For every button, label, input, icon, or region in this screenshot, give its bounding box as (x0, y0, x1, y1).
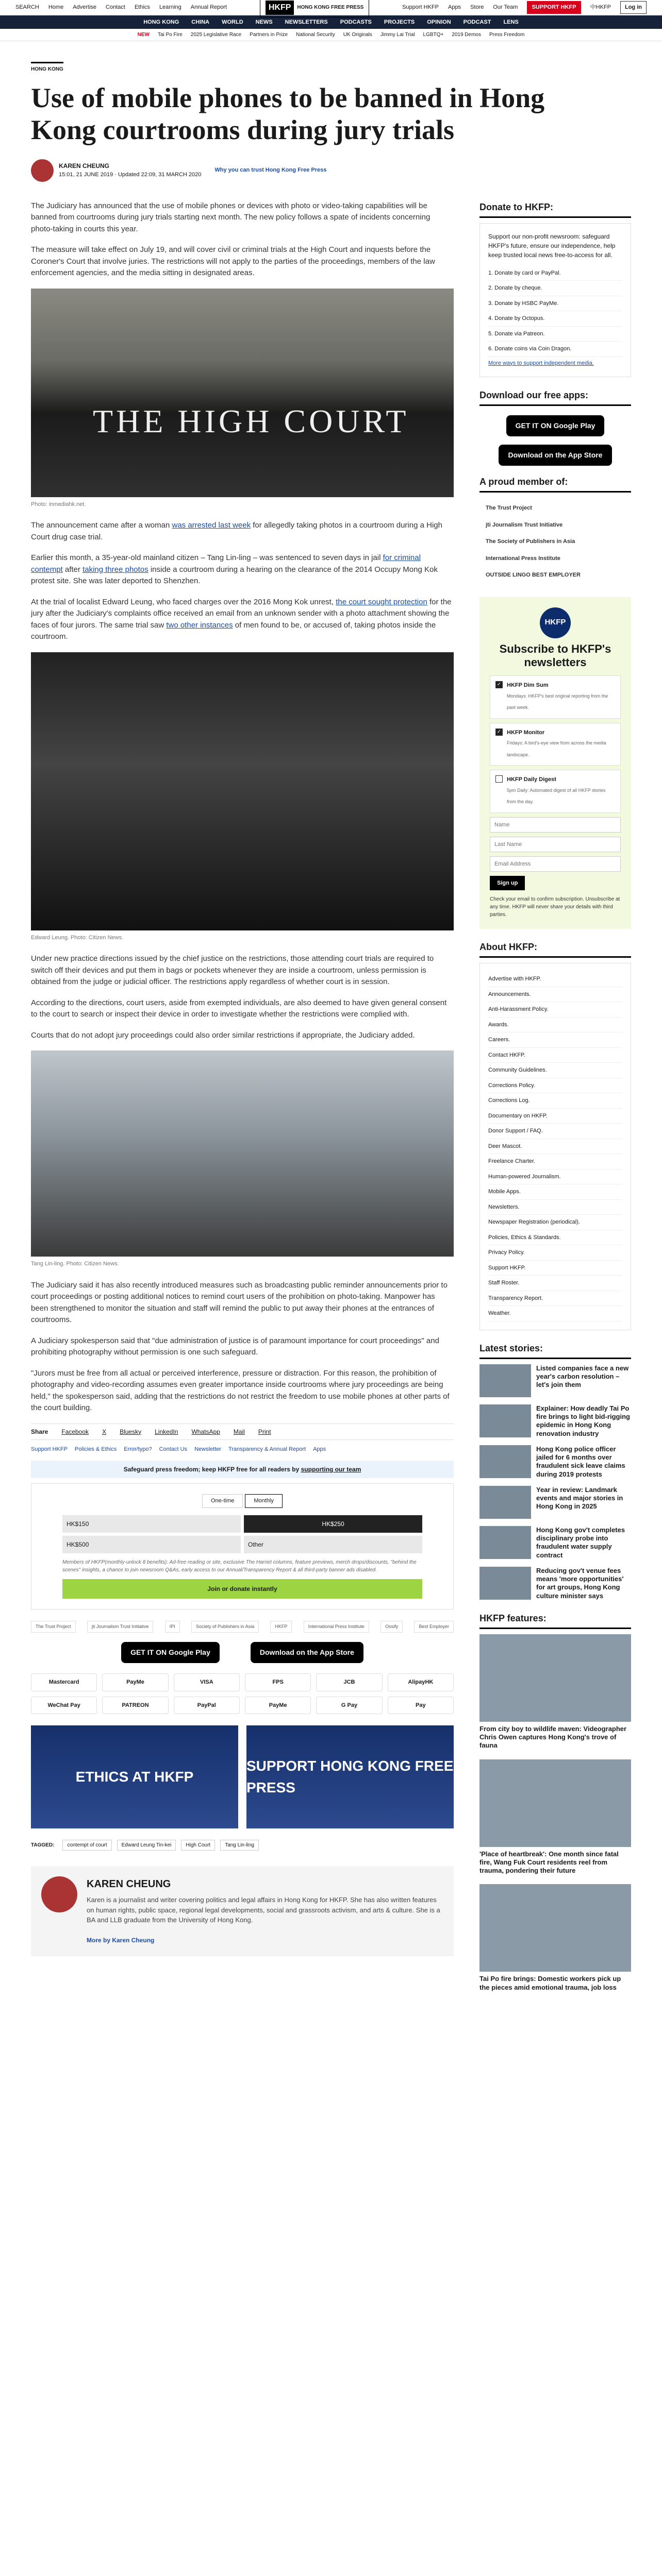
story-thumbnail (479, 1404, 531, 1437)
google-play-badge[interactable]: GET IT ON Google Play (506, 415, 605, 436)
latest-title: Latest stories: (479, 1342, 631, 1359)
paragraph: According to the directions, court users, aside from exempted individuals, are also deemed to have given general consent to the court to search or inspect their device in order to investigate whether the restrictions were complied with. (31, 998, 447, 1019)
story-headline[interactable]: Hong Kong gov't completes disciplinary probe into fraudulent water supply contract (536, 1526, 625, 1559)
partner-logo: Society of Publishers in Asia (191, 1621, 259, 1633)
payment-methods (31, 1673, 454, 1714)
inline-link[interactable]: for criminal contempt (31, 553, 421, 574)
paragraph: The Judiciary said it has also recently introduced measures such as broadcasting public reminder announcements prior to court proceedings or posting additional notices to remind court users of the prohibition on photo-taking. Manpower has been strengthened to monitor the situation and staff will remind the public to put away their phones at the entrances of courtrooms. (31, 1280, 448, 1325)
newsletter-option[interactable]: ✓ HKFP Dim Sum Mondays: HKFP's best original reporting from the past week. (490, 675, 621, 719)
feature-stories (479, 1634, 631, 1992)
login-button[interactable]: Log in (620, 1, 647, 14)
donate-method[interactable]: 6. Donate coins via Coin Dragon. (488, 342, 622, 357)
learning-link[interactable]: Learning (159, 4, 181, 11)
freq-monthly[interactable]: Monthly (245, 1494, 283, 1508)
nav-podcasts[interactable]: PODCASTS (340, 19, 372, 25)
partner-logo: Best Employer (414, 1621, 454, 1633)
advertise-link[interactable]: Advertise (73, 4, 97, 11)
about-link[interactable]: Privacy Policy. (488, 1245, 622, 1261)
publish-date: 15:01, 21 JUNE 2019 · Updated 22:09, 31 MARCH 2020 (59, 172, 202, 178)
more-by-author-link[interactable]: More by Karen Cheung (87, 1936, 155, 1944)
inline-link[interactable]: was arrested last week (172, 521, 251, 530)
top-bar (0, 0, 662, 15)
policy-link[interactable]: Apps (313, 1446, 326, 1452)
donate-methods (488, 266, 622, 357)
tag-chip[interactable]: Tang Lin-ling (220, 1840, 259, 1851)
google-play-badge[interactable]: GET IT ON Google Play (121, 1642, 220, 1663)
about-link[interactable]: Weather. (488, 1306, 622, 1321)
member-logo[interactable]: jti Journalism Trust Initiative (486, 521, 563, 528)
inline-link[interactable]: the court sought protection (336, 597, 427, 606)
about-link[interactable]: Documentary on HKFP. (488, 1109, 622, 1124)
checkbox-checked-icon[interactable]: ✓ (495, 728, 503, 736)
paragraph: The measure will take effect on July 19, and will cover civil or criminal trials at the High Court and inquests before the Coroner's Court that involve juries. The restrictions will not apply to the parties of the proceedings, members of the law enforcement agencies, and the media sitting in designated areas. (31, 245, 435, 278)
byline-meta (59, 161, 201, 179)
story-thumbnail (479, 1486, 531, 1519)
payment-logo: AlipayHK (388, 1673, 454, 1691)
payment-logo: JCB (316, 1673, 382, 1691)
story-headline[interactable]: Reducing gov't venue fees means 'more opportunities' for art groups, Hong Kong culture minister says (536, 1566, 624, 1600)
payment-logo: FPS (245, 1673, 311, 1691)
subnav-item[interactable]: UK Originals (343, 32, 372, 38)
about-link[interactable]: Careers. (488, 1032, 622, 1048)
sidebar (479, 200, 631, 2001)
member-logo[interactable]: The Trust Project (486, 505, 532, 512)
member-logos (479, 498, 631, 586)
hkfp-logo[interactable] (260, 0, 369, 18)
tang-lin-ling-photo (31, 1050, 454, 1257)
search-link[interactable]: SEARCH (15, 4, 39, 11)
policy-links (31, 1445, 454, 1454)
trust-link[interactable]: Why you can trust Hong Kong Free Press (214, 167, 327, 174)
subnav-item[interactable]: Tai Po Fire (157, 32, 183, 38)
about-link[interactable]: Freelance Charter. (488, 1154, 622, 1170)
tag-chip[interactable]: contempt of court (62, 1840, 111, 1851)
byline (31, 159, 631, 182)
nav-hong-kong[interactable]: HONG KONG (143, 19, 179, 25)
about-link[interactable]: Community Guidelines. (488, 1063, 622, 1078)
subnav-item[interactable]: LGBTQ+ (423, 32, 444, 38)
share-x[interactable]: X (102, 1428, 107, 1435)
tag-chip[interactable]: High Court (181, 1840, 215, 1851)
features-title: HKFP features: (479, 1612, 631, 1629)
payment-logo: PayMe (102, 1673, 168, 1691)
about-link[interactable]: Support HKFP. (488, 1261, 622, 1276)
story-headline[interactable]: Explainer: How deadly Tai Po fire brings to light bid-rigging epidemic in Hong Kong renovation industry (536, 1404, 630, 1437)
app-store-badge[interactable]: Download on the App Store (251, 1642, 363, 1663)
latest-story[interactable] (479, 1526, 631, 1560)
sidebar-app-badges (479, 415, 631, 466)
sign-up-button[interactable]: Sign up (490, 876, 525, 891)
feature-headline[interactable]: From city boy to wildlife maven: Videographer Chris Owen captures Hong Kong's trove of fauna (479, 1724, 627, 1750)
share-bar (31, 1423, 454, 1440)
donate-box (31, 1483, 454, 1609)
feature-story[interactable] (479, 1634, 631, 1750)
donate-title: Donate to HKFP: (479, 200, 631, 218)
top-links (15, 3, 227, 12)
edward-leung-photo (31, 652, 454, 930)
about-link[interactable]: Contact HKFP. (488, 1048, 622, 1063)
about-link[interactable]: Corrections Policy. (488, 1078, 622, 1094)
store-link[interactable]: Store (470, 4, 484, 11)
article-body (31, 200, 454, 2001)
donate-sidebar-box (479, 223, 631, 378)
amount-option[interactable]: HK$500 (62, 1536, 241, 1553)
donate-method[interactable]: 4. Donate by Octopus. (488, 311, 622, 327)
frequency-toggle (62, 1494, 422, 1508)
latest-stories (479, 1364, 631, 1600)
main-nav (0, 15, 662, 29)
story-thumbnail (479, 1364, 531, 1397)
share-label: Share (31, 1428, 48, 1435)
partner-logo: International Press Institute (304, 1621, 369, 1633)
about-link[interactable]: Donor Support / FAQ. (488, 1124, 622, 1139)
paragraph: At the trial of localist Edward Leung, who faced charges over the 2016 Mong Kok unrest, the court sought protection for the jury after the Judiciary's complaints office received an email from an unknown sender with a photo attachment showing the faces of four jurors. The same trial saw two other instances of men found to be, or accused of, taking photos inside the courtroom. (31, 597, 452, 641)
story-headline[interactable]: Hong Kong police officer jailed for 6 months over fraudulent sick leave claims during 2019 protests (536, 1445, 625, 1478)
paragraph: A Judiciary spokesperson said that "due administration of justice is of paramount importance for court proceedings" and prohibiting photography without permission is one such safeguard. (31, 1336, 439, 1357)
share-facebook[interactable]: Facebook (61, 1428, 89, 1435)
payment-logo: Mastercard (31, 1673, 97, 1691)
chinese-hkfp-link[interactable]: 中HKFP (590, 4, 611, 11)
policy-link[interactable]: Policies & Ethics (74, 1446, 117, 1452)
category-tag[interactable]: HONG KONG (31, 62, 63, 73)
nav-world[interactable]: WORLD (222, 19, 243, 25)
latest-story[interactable] (479, 1364, 631, 1397)
payment-logo: G Pay (316, 1697, 382, 1715)
share-linkedin[interactable]: LinkedIn (155, 1428, 178, 1435)
logo-sub: HONG KONG FREE PRESS (297, 5, 364, 10)
payment-logo: PayMe (245, 1697, 311, 1715)
share-whatsapp[interactable]: WhatsApp (191, 1428, 220, 1435)
story-thumbnail (479, 1445, 531, 1478)
paragraph: Under new practice directions issued by the chief justice on the restrictions, those attending court trials are required to switch off their devices and put them in bags or pockets whenever they are inside a courtroom, unless permission is obtained from the judge or judicial officer. The restrictions apply regardless of whether court is in session. (31, 954, 434, 987)
partner-logo: Ossify (380, 1621, 403, 1633)
ethics-link[interactable]: Ethics (134, 4, 150, 11)
payment-logo: PayPal (174, 1697, 240, 1715)
story-thumbnail (479, 1526, 531, 1559)
policy-link[interactable]: Support HKFP (31, 1446, 68, 1452)
photo-caption: Photo: inmediahk.net. (31, 501, 86, 507)
feature-thumbnail (479, 1759, 631, 1847)
payment-logo: WeChat Pay (31, 1697, 97, 1715)
amount-options (62, 1515, 422, 1553)
about-link[interactable]: Deer Mascot. (488, 1139, 622, 1155)
about-link[interactable]: Advertise with HKFP. (488, 972, 622, 987)
about-link[interactable]: Announcements. (488, 987, 622, 1003)
tag-list (31, 1840, 454, 1851)
hkfp-round-logo: HKFP (540, 607, 571, 638)
about-link[interactable]: Newspaper Registration (periodical). (488, 1215, 622, 1230)
feature-thumbnail (479, 1634, 631, 1722)
feature-story[interactable] (479, 1884, 631, 1992)
email-input[interactable] (490, 856, 621, 872)
nav-projects[interactable]: PROJECTS (384, 19, 415, 25)
policy-link[interactable]: Error/typo? (124, 1446, 152, 1452)
paragraph: The Judiciary has announced that the use of mobile phones or devices with photo or video-taking capabilities will be banned from courtrooms during jury trials starting next month. The new policy follows a spate of incidents concerning photo-taking in courts this year. (31, 201, 431, 233)
apps-link[interactable]: Apps (448, 4, 461, 11)
donate-note: Members of HKFP(monthly-unlock 8 benefits): Ad-free reading or site, exclusive The Harriet columns, feature previews, merch drops/discounts, "behind the scenes" insights, a chance to join newsroom Q&As, early access to our Annual/Transparency Report & all third-party banner ads disabled. (62, 1559, 417, 1573)
about-link[interactable]: Policies, Ethics & Standards. (488, 1230, 622, 1246)
member-logo[interactable]: OUTSIDE LINGO BEST EMPLOYER (486, 572, 581, 579)
nav-podcast[interactable]: PODCAST (463, 19, 491, 25)
support-promo[interactable]: SUPPORT HONG KONG FREE PRESS (246, 1725, 454, 1828)
newsletter-box (479, 597, 631, 929)
policy-link[interactable]: Newsletter (194, 1446, 222, 1452)
subscribe-fine-print: Check your email to confirm subscription. Unsubscribe at any time. HKFP will never share your details with third parties. (490, 896, 620, 918)
sub-nav (0, 29, 662, 41)
author-name[interactable]: KAREN CHEUNG (59, 162, 110, 170)
high-court-photo (31, 289, 454, 497)
nav-lens[interactable]: LENS (503, 19, 519, 25)
nav-news[interactable]: NEWS (255, 19, 273, 25)
ethics-promo[interactable]: ETHICS AT HKFP (31, 1725, 238, 1828)
share-bluesky[interactable]: Bluesky (120, 1428, 142, 1435)
author-box-avatar (41, 1876, 77, 1912)
feature-headline[interactable]: Tai Po fire brings: Domestic workers pick up the pieces amid emotional trauma, job loss (479, 1975, 621, 1991)
amount-other[interactable]: Other (244, 1536, 422, 1553)
about-link[interactable]: Staff Roster. (488, 1276, 622, 1291)
partner-logos (31, 1621, 454, 1633)
member-logo[interactable]: International Press Institute (486, 555, 560, 562)
home-link[interactable]: Home (48, 4, 64, 11)
page-wrap (0, 41, 662, 2001)
partner-logo: The Trust Project (31, 1621, 76, 1633)
about-link[interactable]: Newsletters. (488, 1200, 622, 1215)
inline-link[interactable]: taking three photos (82, 565, 148, 574)
nav-opinion[interactable]: OPINION (427, 19, 451, 25)
app-badges (31, 1642, 454, 1663)
article-title: Use of mobile phones to be banned in Hong Kong courtrooms during jury trials (31, 82, 545, 145)
more-ways-link[interactable]: More ways to support independent media. (488, 360, 594, 366)
freq-one-time[interactable]: One-time (202, 1494, 243, 1508)
about-link[interactable]: Human-powered Journalism. (488, 1170, 622, 1185)
first-name-input[interactable] (490, 817, 621, 833)
partner-logo: HKFP (270, 1621, 292, 1633)
payment-logo: Pay (388, 1697, 454, 1715)
member-title: A proud member of: (479, 475, 631, 493)
author-box-text (87, 1876, 443, 1946)
photo-sign: THE HIGH COURT (93, 402, 409, 439)
content-columns (31, 200, 631, 2001)
donate-method[interactable]: 5. Donate via Patreon. (488, 327, 622, 342)
subnav-item[interactable]: Jimmy Lai Trial (380, 32, 415, 38)
partner-logo: jti Journalism Trust Initiative (87, 1621, 154, 1633)
newsletter-title: Subscribe to HKFP's newsletters (499, 642, 611, 669)
support-team-link[interactable]: supporting our team (301, 1466, 361, 1473)
paragraph: Courts that do not adopt jury proceedings could also order similar restrictions if appropriate, the Judiciary added. (31, 1030, 415, 1040)
about-link[interactable]: Awards. (488, 1018, 622, 1033)
apps-title: Download our free apps: (479, 388, 631, 406)
app-store-badge[interactable]: Download on the App Store (499, 445, 611, 466)
feature-headline[interactable]: 'Place of heartbreak': One month since fatal fire, Wang Fuk Court residents reel from trauma, pondering their future (479, 1850, 619, 1875)
paragraph: The announcement came after a woman was arrested last week for allegedly taking photos in a courtroom during a High Court drug case trial. (31, 521, 442, 541)
story-headline[interactable]: Year in review: Landmark events and major stories in Hong Kong in 2025 (536, 1485, 623, 1511)
policy-link[interactable]: Contact Us (159, 1446, 188, 1452)
latest-story[interactable] (479, 1404, 631, 1438)
support-link[interactable]: Support HKFP (402, 4, 439, 11)
contact-link[interactable]: Contact (106, 4, 125, 11)
about-link[interactable]: Anti-Harassment Policy. (488, 1002, 622, 1018)
about-list (488, 972, 622, 1321)
about-title: About HKFP: (479, 940, 631, 958)
subnav-item[interactable]: National Security (296, 32, 335, 38)
donate-method[interactable]: 1. Donate by card or PayPal. (488, 266, 622, 281)
subnav-item[interactable]: 2019 Demos (452, 32, 481, 38)
feature-story[interactable] (479, 1759, 631, 1875)
about-link[interactable]: Corrections Log. (488, 1093, 622, 1109)
amount-option[interactable]: HK$150 (62, 1515, 241, 1533)
nav-newsletters[interactable]: NEWSLETTERS (285, 19, 328, 25)
checkbox-checked-icon[interactable]: ✓ (495, 681, 503, 688)
support-bar: Safeguard press freedom; keep HKFP free for all readers by supporting our team (31, 1461, 454, 1478)
partner-logo: IPI (165, 1621, 180, 1633)
latest-story[interactable] (479, 1445, 631, 1479)
story-thumbnail (479, 1567, 531, 1600)
donate-method[interactable]: 2. Donate by cheque. (488, 281, 622, 296)
nav-china[interactable]: CHINA (191, 19, 210, 25)
subnav-item[interactable]: Press Freedom (489, 32, 525, 38)
support-hkfp-button[interactable]: SUPPORT HKFP (527, 1, 581, 14)
paragraph: Earlier this month, a 35-year-old mainland citizen – Tang Lin-ling – was sentenced to seven days in jail for criminal contempt after taking three photos inside a courtroom during a hearing on the clearance of the 2014 Occupy Mong Kok protest site. She was later deported to Shenzhen. (31, 553, 438, 586)
logo-main: HKFP (266, 1, 294, 15)
donate-method[interactable]: 3. Donate by HSBC PayMe. (488, 296, 622, 312)
share-mail[interactable]: Mail (233, 1428, 245, 1435)
latest-story[interactable] (479, 1567, 631, 1600)
tag-chip[interactable]: Edward Leung Tin-kei (117, 1840, 176, 1851)
about-link[interactable]: Transparency Report. (488, 1291, 622, 1307)
amount-option-selected[interactable]: HK$250 (244, 1515, 422, 1533)
latest-story[interactable] (479, 1486, 631, 1519)
subnav-item[interactable]: Partners in Prize (250, 32, 288, 38)
join-donate-button[interactable]: Join or donate instantly (62, 1579, 422, 1599)
author-bio: Karen is a journalist and writer covering politics and legal affairs in Hong Kong for HKFP. She has also written features on human rights, public space, regional legal developments, social and grassroots activism, and arts & culture. She is a BA and LLB graduate from the University of Hong Kong. (87, 1896, 440, 1924)
new-badge: NEW (137, 32, 150, 38)
author-box (31, 1866, 454, 1956)
team-link[interactable]: Our Team (493, 4, 518, 11)
share-print[interactable]: Print (258, 1428, 271, 1435)
payment-logo: VISA (174, 1673, 240, 1691)
payment-logo: PATREON (102, 1697, 168, 1715)
photo-caption: Edward Leung. Photo: Citizen News. (31, 934, 124, 941)
checkbox-icon[interactable] (495, 775, 503, 783)
top-right-links (402, 1, 647, 14)
story-headline[interactable]: Listed companies face a new year's carbon resolution – let's join them (536, 1364, 629, 1389)
paragraph: "Jurors must be free from all actual or perceived interference, pressure or distraction. For this reason, the prohibition of photography and video-recording assumes even greater importance inside courtrooms where jury proceedings are being held," the spokesperson said, adding that the restrictions do not restrict the freedom to use mobile phones at other parts of the court building. (31, 1368, 450, 1413)
member-logo[interactable]: The Society of Publishers in Asia (486, 538, 575, 545)
tagged-label: TAGGED: (31, 1842, 55, 1849)
photo-caption: Tang Lin-ling. Photo: Citizen News. (31, 1261, 119, 1267)
promo-banners (31, 1725, 454, 1828)
about-box (479, 963, 631, 1330)
about-link[interactable]: Mobile Apps. (488, 1184, 622, 1200)
policy-link[interactable]: Transparency & Annual Report (228, 1446, 306, 1452)
author-avatar (31, 159, 54, 182)
newsletter-option[interactable]: HKFP Daily Digest 5pm Daily: Automated digest of all HKFP stories from the day. (490, 770, 621, 813)
newsletter-option[interactable]: ✓ HKFP Monitor Fridays: A bird's-eye view from across the media landscape. (490, 723, 621, 766)
inline-link[interactable]: two other instances (166, 620, 233, 630)
donate-intro: Support our non-profit newsroom: safeguard HKFP's future, ensure our independence, help keep trusted local news free-to-access for all. (488, 232, 616, 259)
feature-thumbnail (479, 1884, 631, 1972)
last-name-input[interactable] (490, 837, 621, 852)
subnav-item[interactable]: 2025 Legislative Race (190, 32, 242, 38)
annual-report-link[interactable]: Annual Report (190, 4, 227, 11)
author-box-name: KAREN CHEUNG (87, 1878, 171, 1890)
